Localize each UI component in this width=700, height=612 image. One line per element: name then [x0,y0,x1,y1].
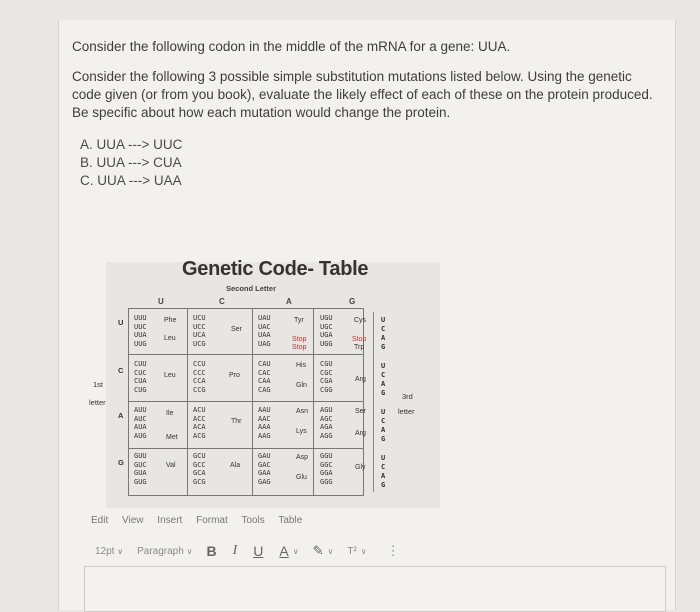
menu-format[interactable]: Format [196,515,228,526]
third-label: 3rd [402,392,413,401]
third-letter-group [381,408,385,444]
codon-cell-cc [193,360,206,394]
second-letter-label: Second Letter [226,284,277,293]
codon: CGC [320,368,333,377]
menu-tools[interactable]: Tools [241,515,265,526]
question-line-1: Consider the following codon in the middle of the mRNA for a gene: UUA. [72,39,511,54]
aa-gly: Gly [355,464,366,471]
codon-cell-gc [193,452,206,486]
codon: AAA [258,423,271,431]
codon: CGA [320,377,333,385]
first-label: 1st [93,380,104,389]
codon: UAG [258,339,271,348]
row-header-g: G [118,458,124,467]
third-letter-label: letter [398,407,415,416]
third-letter: U [381,454,386,462]
aa-leu-c: Leu [164,372,176,379]
col-header-u: U [158,297,164,306]
third-letter: G [381,435,386,443]
aa-stop-uga: Stop [352,336,367,343]
codon: AGA [320,423,333,431]
codon: UCC [193,322,206,331]
codon: UGA [320,331,333,339]
chevron-down-icon[interactable]: ∨ [360,546,367,556]
codon: CUU [134,360,147,368]
codon: GUA [134,469,147,477]
codon: AAG [258,431,271,440]
codon: CCC [193,368,206,377]
aa-ser: Ser [231,326,242,333]
superscript-button[interactable]: T² [347,545,357,557]
aa-arg: Arg [355,376,366,383]
block-format-value: Paragraph [137,545,184,557]
codon: UCA [193,331,206,339]
third-letter: C [381,371,386,379]
third-letter: C [381,463,386,471]
codon: GCU [193,452,206,460]
third-letter-group [381,316,385,352]
third-letter: U [381,316,386,324]
menu-view[interactable]: View [122,515,144,526]
codon-cell-uu [134,314,147,348]
aa-ile: Ile [166,410,174,417]
third-letter: C [381,417,386,425]
block-format-select[interactable] [137,546,192,557]
third-letter: A [381,334,386,342]
aa-asp: Asp [296,454,309,461]
codon: GCA [193,469,206,477]
codon: GGA [320,469,333,477]
row-header-a: A [118,411,124,420]
italic-button[interactable]: I [232,543,238,558]
codon: AGC [320,414,333,423]
codon: GAC [258,460,271,469]
codon: AAC [258,414,271,423]
third-letter-divider [373,312,374,492]
highlight-icon[interactable]: ✎ [312,543,324,558]
codon: CCU [193,360,206,368]
aa-stop-uag: Stop [292,344,307,351]
codon: GGC [320,460,333,469]
aa-val: Val [166,462,176,469]
codon: GCG [193,477,206,486]
codon-cell-cg [320,360,333,394]
aa-cys: Cys [354,317,367,324]
aa-lys: Lys [296,428,307,435]
col-header-g: G [349,297,356,306]
codon: CGG [320,385,333,394]
codon: AUG [134,431,147,440]
text-color-button[interactable]: A [279,543,289,559]
aa-tyr: Tyr [294,317,304,324]
menu-insert[interactable]: Insert [157,515,183,526]
codon: UGC [320,322,333,331]
answer-editor[interactable] [84,566,666,612]
codon: AUA [134,423,147,431]
aa-asn: Asn [296,408,309,415]
chevron-down-icon[interactable]: ∨ [292,546,299,556]
genetic-code-title: Genetic Code- Table [182,258,369,280]
codon: UUA [134,331,147,339]
codon-cell-ca [258,360,271,394]
third-letter: G [381,343,386,351]
bold-button[interactable]: B [206,543,217,559]
codon: UAC [258,322,271,331]
aa-trp: Trp [354,344,365,351]
aa-arg-a: Arg [355,430,366,437]
codon: UUG [134,339,147,348]
font-size-select[interactable] [95,546,123,557]
third-letter: A [381,426,386,434]
chevron-down-icon: ∨ [117,546,124,556]
codon: UUC [134,322,147,331]
codon: GUC [134,460,147,469]
editor-menubar [91,515,313,526]
codon-cell-uc [193,314,206,348]
codon: UCU [193,314,206,322]
mutation-list [80,136,182,190]
codon: CAC [258,368,271,377]
more-options-icon[interactable]: ⋮ [386,543,400,558]
third-letter: U [381,408,386,416]
third-letter: A [381,380,386,388]
codon: CUC [134,368,147,377]
codon-cell-ac [193,406,206,440]
codon: GUU [134,452,147,460]
codon: UGU [320,314,333,322]
codon: AAU [258,406,271,414]
mutation-b: B. UUA ---> CUA [80,155,182,170]
menu-edit[interactable]: Edit [91,515,109,526]
codon: CUG [134,385,147,394]
first-letter-label: letter [89,398,106,407]
third-letter: C [381,325,386,333]
aa-stop-uaa: Stop [292,336,307,343]
mutation-c: C. UUA ---> UAA [80,173,182,188]
third-letter: A [381,472,386,480]
third-letter: G [381,389,386,397]
codon: CCG [193,385,206,394]
aa-ser-a: Ser [355,408,366,415]
underline-button[interactable]: U [253,543,264,559]
codon-cell-gg [320,452,333,486]
aa-thr: Thr [231,418,242,425]
third-letter: U [381,362,386,370]
codon: GAU [258,452,271,460]
third-letter-group [381,454,385,490]
codon: AGU [320,406,333,414]
codon: ACU [193,406,206,414]
codon: CAU [258,360,271,368]
row-header-c: C [118,366,124,375]
aa-glu: Glu [296,474,307,481]
codon: ACG [193,431,206,440]
row-header-u: U [118,318,124,327]
codon-cell-cu [134,360,147,394]
menu-table[interactable]: Table [278,515,303,526]
codon: GAG [258,477,271,486]
codon: UAU [258,314,271,322]
codon-cell-ga [258,452,271,486]
codon: UCG [193,339,206,348]
codon-cell-ug [320,314,333,348]
chevron-down-icon[interactable]: ∨ [327,546,334,556]
codon: CAG [258,385,271,394]
aa-leu: Leu [164,335,176,342]
codon-cell-au [134,406,147,440]
codon: GCC [193,460,206,469]
col-header-c: C [219,297,225,306]
codon-cell-ua [258,314,271,348]
codon: CAA [258,377,271,385]
codon: CGU [320,360,333,368]
third-letter-group [381,362,385,398]
col-header-a: A [286,297,292,306]
codon: ACA [193,423,206,431]
editor-toolbar [95,543,400,559]
codon: GGU [320,452,333,460]
codon: AUC [134,414,147,423]
codon: AGG [320,431,333,440]
codon: CUA [134,377,147,385]
aa-pro: Pro [229,372,240,379]
third-letter: G [381,481,386,489]
font-size-value: 12pt [95,545,115,557]
codon-cell-aa [258,406,271,440]
aa-gln: Gln [296,382,307,389]
chevron-down-icon: ∨ [186,546,193,556]
aa-met: Met [166,434,178,441]
codon: UAA [258,331,271,339]
codon: CCA [193,377,206,385]
codon: GAA [258,469,271,477]
codon: ACC [193,414,206,423]
codon: AUU [134,406,147,414]
question-line-2: Consider the following 3 possible simple substitution mutations listed below. Using the genetic code given (or from you book), evaluate the likely effect of each of these on the protein produced. Be specific about how each mutation would change the protein. [72,69,653,120]
codon: GGG [320,477,333,486]
codon-cell-ag [320,406,333,440]
codon-cell-gu [134,452,147,486]
codon: UGG [320,339,333,348]
aa-his: His [296,362,307,369]
codon: GUG [134,477,147,486]
aa-ala: Ala [230,462,241,469]
codon: UUU [134,314,147,322]
aa-phe: Phe [164,317,177,324]
mutation-a: A. UUA ---> UUC [80,137,183,152]
